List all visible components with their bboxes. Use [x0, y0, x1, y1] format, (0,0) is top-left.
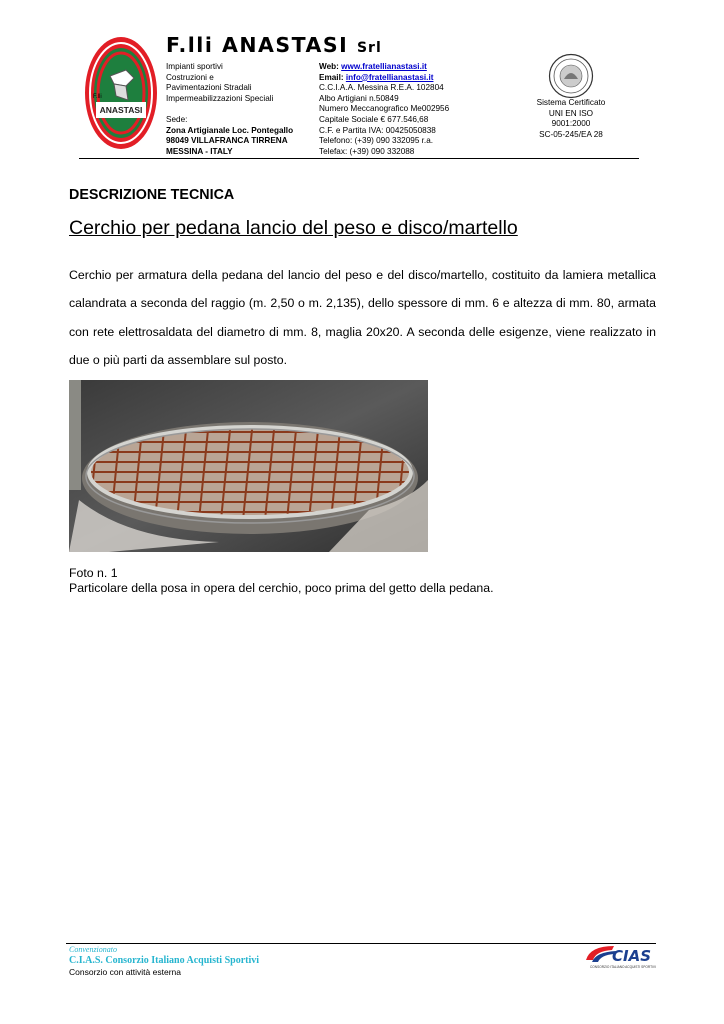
logo-big-text: ANASTASI: [99, 105, 143, 115]
registry-line: C.F. e Partita IVA: 00425050838: [319, 125, 436, 135]
certification-seal-icon: [548, 53, 594, 99]
cert-line: 9001:2000: [551, 119, 591, 129]
product-photo: [69, 380, 428, 552]
footer-line-cias: C.I.A.S. Consorzio Italiano Acquisti Sportivi: [69, 955, 260, 966]
registry-line: Capitale Sociale € 677.546,68: [319, 114, 429, 124]
photo-number: Foto n. 1: [69, 566, 118, 580]
registry-line: Telefax: (+39) 090 332088: [319, 146, 415, 156]
photo-caption: Particolare della posa in opera del cerchio, poco prima del getto della pedana.: [69, 581, 494, 595]
cert-line: Sistema Certificato: [536, 98, 606, 107]
cert-line: UNI EN ISO: [548, 108, 594, 118]
services-list: [166, 62, 273, 104]
service-line: Impianti sportivi: [166, 62, 223, 71]
company-name: [166, 33, 382, 57]
cias-logo: [584, 944, 654, 974]
company-logo: [84, 36, 158, 150]
email-link[interactable]: info@fratellianastasi.it: [345, 72, 434, 82]
registry-line: C.C.I.A.A. Messina R.E.A. 102804: [319, 83, 444, 93]
registry-line: Albo Artigiani n.50849: [319, 93, 399, 103]
logo-small-text: F.lli: [93, 94, 102, 100]
section-title: DESCRIZIONE TECNICA: [69, 187, 235, 203]
web-label: Web:: [319, 62, 339, 71]
footer-line-consorzio: Consorzio con attività esterna: [69, 967, 181, 977]
service-line: Pavimentazioni Stradali: [166, 83, 252, 93]
address-line: Zona Artigianale Loc. Pontegallo: [166, 125, 294, 135]
header-divider: [79, 158, 639, 159]
description-paragraph: Cerchio per armatura della pedana del lancio del peso e del disco/martello, costituito da lamiera metallica calandrata a seconda del raggio (m. 2,50 o m. 2,135), dello spessore di mm. 6 e altezza di mm. 80, armata con rete elettrosaldata del diametro di mm. 8, maglia 20x20. A seconda delle esigenze, viene realizzato in due o più parti da assemblare sul posto.: [69, 268, 656, 368]
footer-divider: [66, 943, 656, 944]
cert-line: SC-05-245/EA 28: [539, 129, 603, 139]
address-line: 98049 VILLAFRANCA TIRRENA: [166, 136, 288, 146]
cias-logo-subtext: CONSORZIO ITALIANO ACQUISTI SPORTIVI: [590, 965, 656, 969]
sede-label: Sede:: [166, 115, 188, 124]
contact-block: [319, 62, 449, 157]
footer-line-convenzionato: Convenzionato: [69, 945, 117, 954]
web-link[interactable]: www.fratellianastasi.it: [341, 62, 427, 71]
registry-line: Numero Meccanografico Me002956: [319, 104, 450, 114]
company-suffix: Srl: [356, 40, 382, 56]
email-label: Email:: [319, 72, 344, 82]
company-name-text: F.lli ANASTASI: [166, 33, 349, 57]
registry-line: Telefono: (+39) 090 332095 r.a.: [319, 136, 434, 146]
cias-logo-text: CIAS: [612, 947, 652, 965]
certification-block: [530, 98, 612, 140]
product-title: Cerchio per pedana lancio del peso e disco/martello: [69, 217, 518, 239]
address-line: MESSINA - ITALY: [166, 146, 233, 156]
service-line: Costruzioni e: [166, 72, 214, 82]
address-block: [166, 115, 293, 157]
service-line: Impermeabilizzazioni Speciali: [166, 93, 274, 103]
